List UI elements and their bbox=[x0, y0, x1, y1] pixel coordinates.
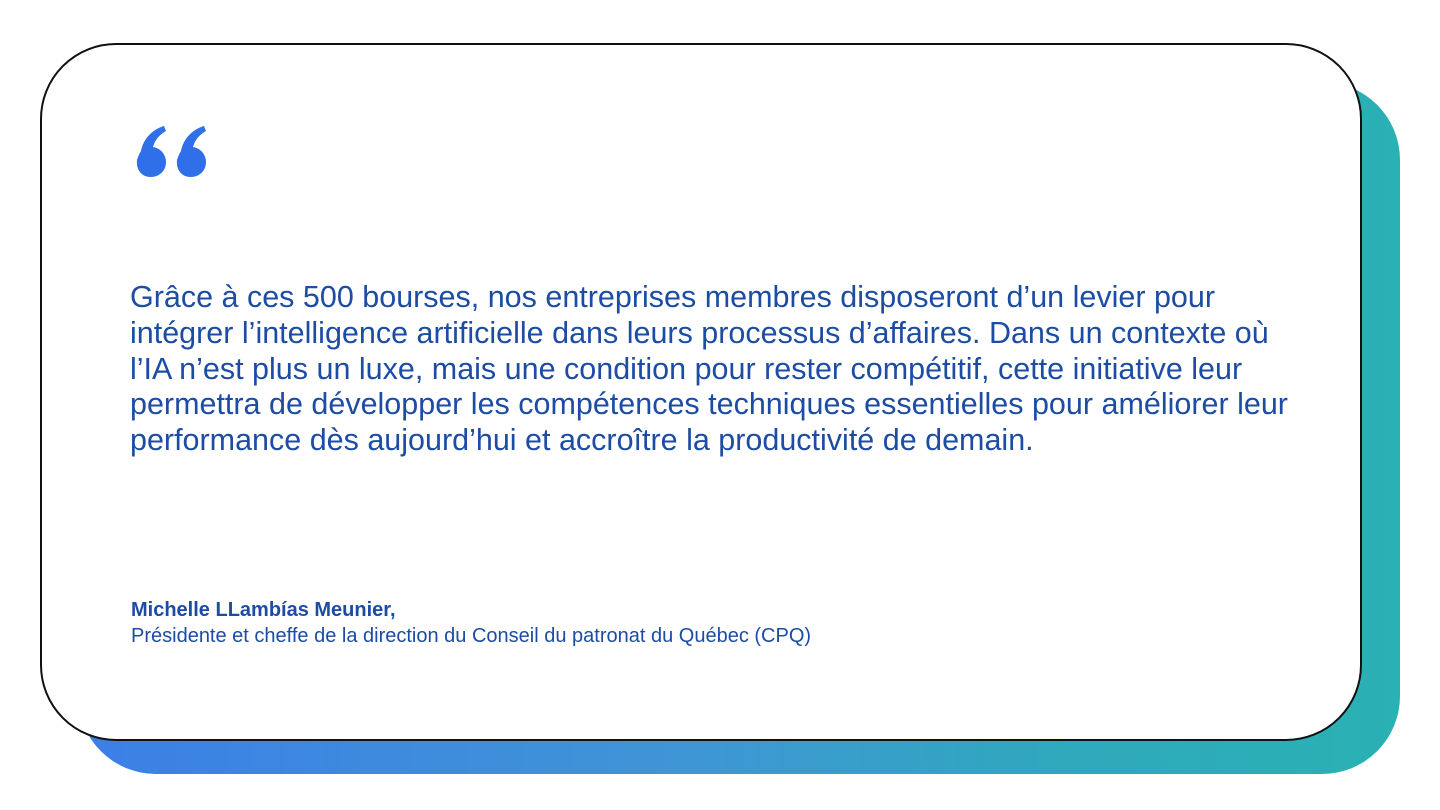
quote-text: Grâce à ces 500 bourses, nos entreprises membres disposeront d’un levier pour intégrer l’intelligence artificielle dans leurs processus d’affaires. Dans un contexte où l’IA n’est plus un luxe, mais une condition pour rester compétitif, cette initiative leur permettra de développer les compétences techniques essentielles pour améliorer leur performance dès aujourd’hui et accroître la productivité de demain. bbox=[130, 280, 1288, 458]
author-name: Michelle LLambías Meunier, bbox=[131, 599, 396, 621]
quote-marks-icon bbox=[135, 122, 213, 178]
author-title: Présidente et cheffe de la direction du Conseil du patronat du Québec (CPQ) bbox=[131, 625, 812, 647]
author-block bbox=[131, 597, 811, 649]
